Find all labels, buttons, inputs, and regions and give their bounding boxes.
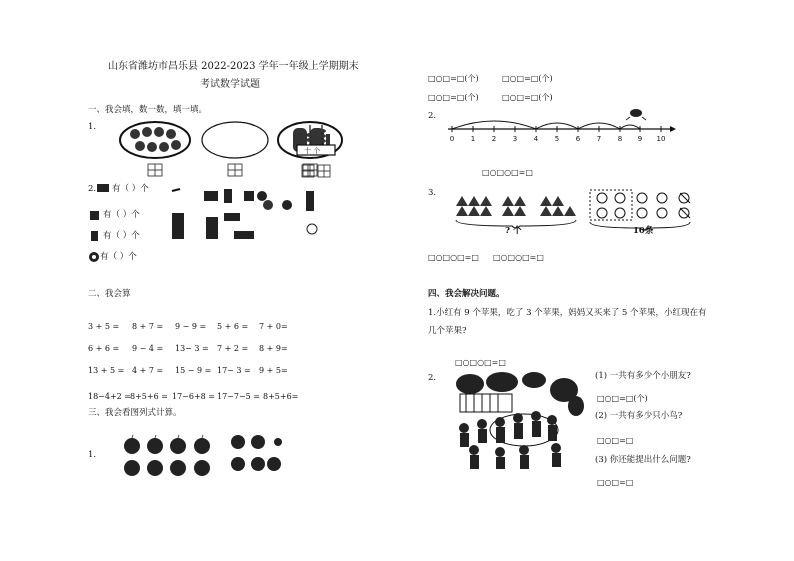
title-line-2: 考试数学试题 — [200, 79, 260, 90]
sphere-icon — [87, 250, 101, 264]
apple-group-right — [231, 435, 282, 471]
apples-picture — [122, 432, 282, 482]
section2-heading: 二、我会算 — [88, 289, 131, 299]
calc-r4c3: 17−6+8 = — [172, 392, 216, 401]
tick-7: 7 — [596, 135, 602, 143]
section4-heading: 四、我会解决问题。 — [428, 289, 505, 299]
empty-oval — [202, 122, 268, 158]
triangle-groups — [456, 196, 576, 216]
calc-r2c4: 7 + 2 = — [217, 344, 249, 353]
tick-2: 2 — [491, 135, 497, 143]
q2-label: 2. — [88, 184, 97, 194]
cuboid-icon — [96, 182, 110, 194]
calc-r3c2: 4 + 7 = — [132, 366, 164, 375]
problem2-q3: (3) 你还能提出什么问题? — [595, 455, 691, 465]
q3-figures — [450, 186, 700, 238]
tick-3: 3 — [512, 135, 518, 143]
tick-9: 9 — [637, 135, 643, 143]
section3-q1-label: 1. — [88, 450, 97, 460]
q3-right-label: 10条 — [633, 226, 654, 236]
problem2-equation-1: □○□=□(个) — [597, 394, 648, 403]
right-q2-label: 2. — [428, 111, 437, 121]
cuboid-shape — [204, 191, 218, 201]
tall-cylinder-shape — [172, 213, 184, 239]
tick-4: 4 — [533, 135, 539, 143]
calc-r3c5: 9 + 5= — [259, 366, 288, 375]
q2-equation: □○□○□=□ — [482, 168, 533, 177]
tick-5: 5 — [554, 135, 560, 143]
problem1-equation: □○□○□=□ — [455, 358, 506, 367]
ball-shape-2 — [263, 200, 273, 210]
q3-equation-2: □○□○□=□ — [493, 253, 544, 262]
calc-r1c4: 5 + 6 = — [217, 322, 249, 331]
calc-r4c5: 8+5+6= — [263, 392, 299, 401]
q3-equation-1: □○□○□=□ — [428, 253, 479, 262]
tick-0: 0 — [449, 135, 455, 143]
flat-cuboid-shape — [224, 213, 240, 221]
calc-r3c4: 17− 3 = — [217, 366, 251, 375]
section3-heading: 三、我会看图列式计算。 — [88, 408, 182, 418]
section1-heading: 一、我会填，数一数，填一填。 — [88, 105, 208, 115]
cylinder-icon — [88, 229, 102, 243]
calc-r2c5: 8 + 9= — [259, 344, 288, 353]
right-q3-label: 3. — [428, 188, 437, 198]
can-shape — [306, 191, 314, 211]
q3-left-label: ? 个 — [505, 226, 522, 236]
problem2-label: 2. — [428, 373, 437, 383]
top-eq-3: □○□=□(个) — [428, 93, 479, 102]
solid-shapes-group — [160, 185, 330, 245]
tick-1: 1 — [470, 135, 476, 143]
tick-10: 10 — [656, 135, 666, 143]
calc-r2c3: 13− 3 = — [175, 344, 209, 353]
cube-shape — [244, 191, 254, 201]
q2-row-sphere: 有（ ）个 — [100, 252, 137, 262]
top-eq-1: □○□=□(个) — [428, 74, 479, 83]
children-figures — [459, 411, 561, 469]
calc-r4c2: 8+5+6 = — [130, 392, 168, 401]
calc-r2c2: 9 − 4 = — [132, 344, 164, 353]
oval-with-fruit — [120, 122, 190, 158]
title-line-1: 山东省潍坊市昌乐县 2022-2023 学年一年级上学期期末 — [108, 61, 359, 72]
calc-r3c1: 13 + 5 = — [88, 366, 125, 375]
calc-r1c1: 3 + 5 = — [88, 322, 120, 331]
q2-row-cuboid: 有（ ）个 — [112, 184, 149, 194]
problem2-equation-2: □○□=□ — [597, 436, 634, 445]
frog-icon — [626, 109, 646, 120]
problem2-q1: (1) 一共有多少个小朋友? — [595, 371, 691, 381]
ball-shape — [257, 191, 267, 201]
tick-8: 8 — [617, 135, 623, 143]
children-playing-picture — [452, 372, 592, 472]
number-line — [440, 105, 680, 145]
problem1-line2: 几个苹果? — [428, 326, 467, 336]
top-eq-2: □○□=□(个) — [502, 74, 553, 83]
ball-shape-3 — [282, 200, 292, 210]
q2-row-cube: 有（ ）个 — [103, 210, 140, 220]
top-eq-4: □○□=□(个) — [502, 93, 553, 102]
calc-r4c4: 17−7−5 = — [217, 392, 261, 401]
calc-r2c1: 6 + 6 = — [88, 344, 120, 353]
calc-r3c3: 15 − 9 = — [175, 366, 212, 375]
cylinder-shape — [224, 189, 232, 203]
tall-cuboid-shape — [206, 217, 218, 239]
problem2-equation-3: □○□=□ — [597, 478, 634, 487]
cube-icon — [88, 209, 102, 221]
q1-label: 1. — [88, 122, 97, 132]
problem1-line1: 1.小红有 9 个苹果，吃了 3 个苹果，妈妈又买来了 5 个苹果，小红现在有 — [428, 308, 707, 318]
calc-r4c1: 18−4+2 = — [88, 392, 132, 401]
tick-6: 6 — [575, 135, 581, 143]
apple-group-left — [124, 438, 210, 476]
q2-row-cylinder: 有（ ）个 — [103, 231, 140, 241]
calc-r1c3: 9 − 9 = — [175, 322, 207, 331]
fruit-dots — [130, 127, 181, 152]
abacus-label: 十 个 — [304, 147, 321, 155]
problem2-q2: (2) 一共有多少只小鸟? — [595, 411, 683, 421]
calc-r1c5: 7 + 0= — [259, 322, 288, 331]
lying-cylinder-shape — [234, 231, 254, 239]
calc-r1c2: 8 + 7 = — [132, 322, 164, 331]
fish-icons — [597, 193, 689, 218]
hollow-ball-shape — [307, 224, 317, 234]
